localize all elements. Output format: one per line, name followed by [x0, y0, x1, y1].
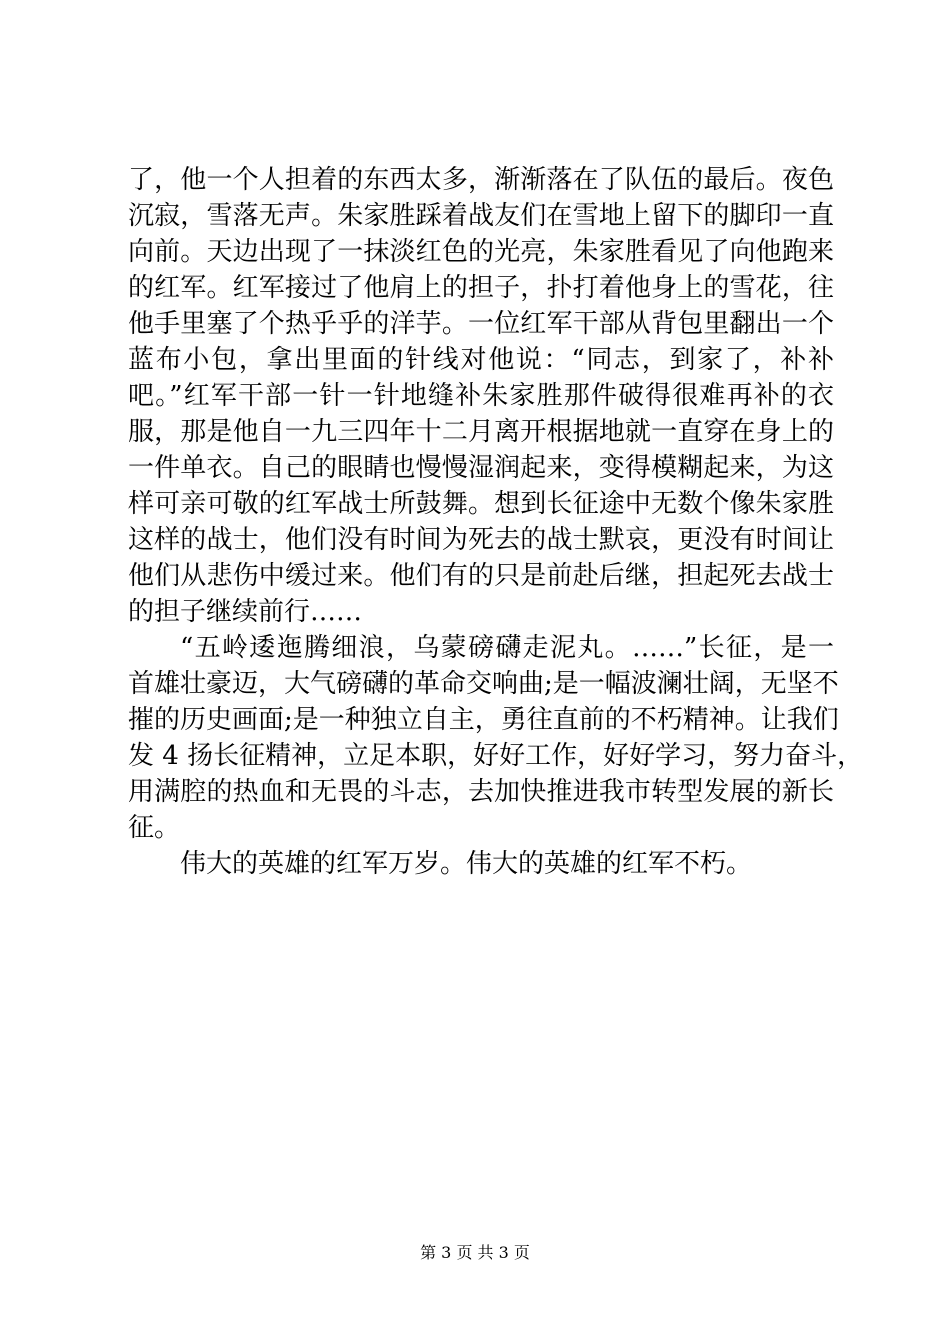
text-line: 首雄壮豪迈，大气磅礴的革命交响曲;是一幅波澜壮阔，无坚不	[128, 669, 839, 699]
page-number-label: 第 3 页 共 3 页	[420, 1243, 530, 1262]
paragraph-3	[128, 846, 834, 882]
text-line: 他们从悲伤中缓过来。他们有的只是前赴后继，担起死去战士	[128, 561, 834, 591]
text-line: 发 4 扬长征精神，立足本职，好好工作，好好学习，努力奋斗，	[128, 741, 864, 771]
text-line: 沉寂，雪落无声。朱家胜踩着战友们在雪地上留下的脚印一直	[128, 201, 834, 231]
text-line: 吧。”红军干部一针一针地缝补朱家胜那件破得很难再补的衣	[128, 381, 834, 411]
text-line: 伟大的英雄的红军万岁。伟大的英雄的红军不朽。	[180, 849, 753, 879]
paragraph-2	[128, 630, 864, 846]
text-line: 样可亲可敬的红军战士所鼓舞。想到长征途中无数个像朱家胜	[128, 489, 834, 519]
page-footer	[0, 1243, 950, 1263]
text-line: “五岭逶迤腾细浪，乌蒙磅礴走泥丸。……”长征，是一	[180, 633, 834, 663]
text-line: 征。	[128, 813, 181, 843]
text-line: 用满腔的热血和无畏的斗志，去加快推进我市转型发展的新长	[128, 777, 834, 807]
text-line: 了，他一个人担着的东西太多，渐渐落在了队伍的最后。夜色	[128, 165, 834, 195]
text-line: 他手里塞了个热乎乎的洋芋。一位红军干部从背包里翻出一个	[128, 309, 834, 339]
paragraph-1	[128, 162, 834, 630]
text-line: 向前。天边出现了一抹淡红色的光亮，朱家胜看见了向他跑来	[128, 237, 834, 267]
text-line: 摧的历史画面;是一种独立自主，勇往直前的不朽精神。让我们	[128, 705, 839, 735]
text-line: 一件单衣。自己的眼睛也慢慢湿润起来，变得模糊起来，为这	[128, 453, 834, 483]
text-line: 服，那是他自一九三四年十二月离开根据地就一直穿在身上的	[128, 417, 834, 447]
text-line: 的担子继续前行……	[128, 597, 363, 627]
text-line: 的红军。红军接过了他肩上的担子，扑打着他身上的雪花，往	[128, 273, 834, 303]
text-line: 这样的战士，他们没有时间为死去的战士默哀，更没有时间让	[128, 525, 834, 555]
text-line: 蓝布小包，拿出里面的针线对他说：“同志，到家了，补补	[128, 345, 834, 375]
document-body	[128, 162, 864, 882]
